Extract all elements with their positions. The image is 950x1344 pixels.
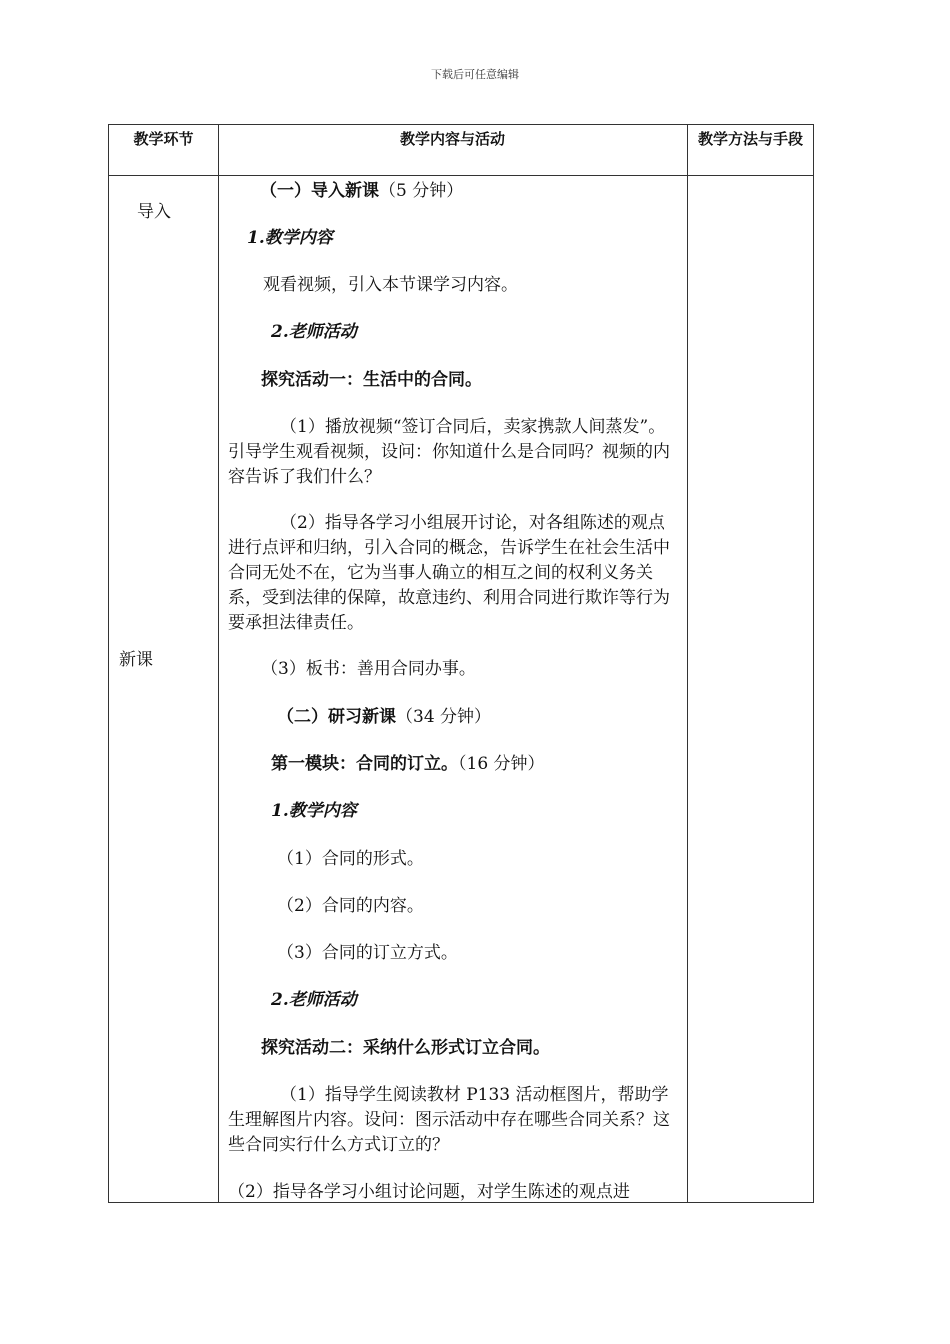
module-1-list-item: （2）合同的内容。 xyxy=(277,896,424,916)
section-2-heading xyxy=(228,705,680,730)
activity-2-paragraph-2: （2）指导各学习小组讨论问题，对学生陈述的观点进 xyxy=(228,1182,630,1202)
activity-1-paragraph-2: （2）指导各学习小组展开讨论，对各组陈述的观点进行点评和归纳，引入合同的概念，告诉学生在社会生活中合同无处不在，它为当事人确立的相互之间的权利义务关系，受到法律的保障，故意违约、利用合同进行欺诈等行为要承担法律责任。 xyxy=(228,513,670,633)
header-note: 下载后可任意编辑 xyxy=(431,68,519,81)
module-1-item-teacher-activity: 2.老师活动 xyxy=(271,990,357,1010)
header-methods-label: 教学方法与手段 xyxy=(697,130,803,148)
lesson-plan-table xyxy=(108,124,814,1203)
column-divider xyxy=(687,125,688,1202)
header-content-activity: 教学内容与活动 xyxy=(399,130,505,148)
section-1-item-teaching-content: 1.教学内容 xyxy=(247,228,333,248)
module-1-list-item: （1）合同的形式。 xyxy=(277,849,424,869)
section-1-item-teacher-activity: 2.老师活动 xyxy=(271,322,357,342)
module-1-item-teaching-content: 1.教学内容 xyxy=(271,801,357,821)
activity-2-title: 探究活动二：采纳什么形式订立合同。 xyxy=(261,1038,550,1058)
section-1-item-text: 观看视频，引入本节课学习内容。 xyxy=(263,275,518,295)
section-2-time: （34 分钟） xyxy=(396,707,492,727)
activity-1-paragraph-1: （1）播放视频“签订合同后，卖家携款人间蒸发”。引导学生观看视频，设问：你知道什么是合同吗？视频的内容告诉了我们什么？ xyxy=(228,417,670,487)
column-divider xyxy=(218,125,219,1202)
section-1-time: （5 分钟） xyxy=(379,181,464,201)
stage-new-lesson: 新课 xyxy=(119,650,153,670)
activity-1-title: 探究活动一：生活中的合同。 xyxy=(261,370,482,390)
header-teaching-stage: 教学环节 xyxy=(133,130,194,148)
stage-intro: 导入 xyxy=(137,202,171,222)
module-1-list-item: （3）合同的订立方式。 xyxy=(277,943,458,963)
module-1-heading xyxy=(228,752,680,777)
section-2-title: （二）研习新课 xyxy=(277,707,396,727)
module-1-title: 第一模块：合同的订立。 xyxy=(271,754,458,774)
content-cell xyxy=(228,176,680,1202)
module-1-time: （16 分钟） xyxy=(458,754,545,774)
section-1-heading xyxy=(228,179,680,204)
section-1-title: （一）导入新课 xyxy=(260,181,379,201)
header-methods xyxy=(687,125,814,175)
activity-1-paragraph-3: （3）板书：善用合同办事。 xyxy=(261,659,476,679)
activity-2-paragraph-1: （1）指导学生阅读教材 P133 活动框图片，帮助学生理解图片内容。设问：图示活动中存在哪些合同关系？这些合同实行什么方式订立的？ xyxy=(228,1085,670,1155)
